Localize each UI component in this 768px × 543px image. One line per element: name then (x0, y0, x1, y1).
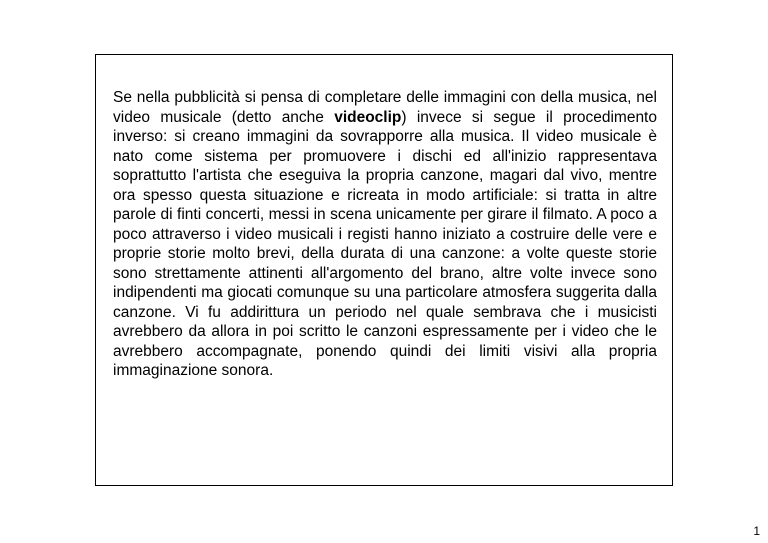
body-paragraph (113, 88, 657, 381)
paragraph-text-start: Se nella pubblicità si pensa di completare delle immagini con della musica, nel video musicale (detto anche (113, 89, 657, 126)
page-number: 1 (753, 524, 760, 538)
paragraph-text-end: ) invece si segue il procedimento inverso: si creano immagini da sovrapporre alla musica. Il video musicale è nato come sistema per promuovere i dischi ed all'inizio rappresentava soprattutto l'artista che eseguiva la propria canzone, magari dal vivo, mentre ora spesso questa situazione e ricreata in modo artificiale: si tratta in altre parole di finti concerti, messi in scena unicamente per girare il filmato. A poco a poco attraverso i video musicali i registi hanno iniziato a costruire delle vere e proprie storie molto brevi, della durata di una canzone: a volte queste storie sono strettamente attinenti all'argomento del brano, altre volte invece sono indipendenti ma giocati comunque su una particolare atmosfera suggerita dalla canzone. Vi fu addirittura un periodo nel quale sembrava che i musicisti avrebbero da allora in poi scritto le canzoni espressamente per i video che le avrebbero accompagnate, ponendo quindi dei limiti visivi alla propria immaginazione sonora. (113, 108, 657, 379)
bold-term-videoclip: videoclip (334, 108, 402, 126)
